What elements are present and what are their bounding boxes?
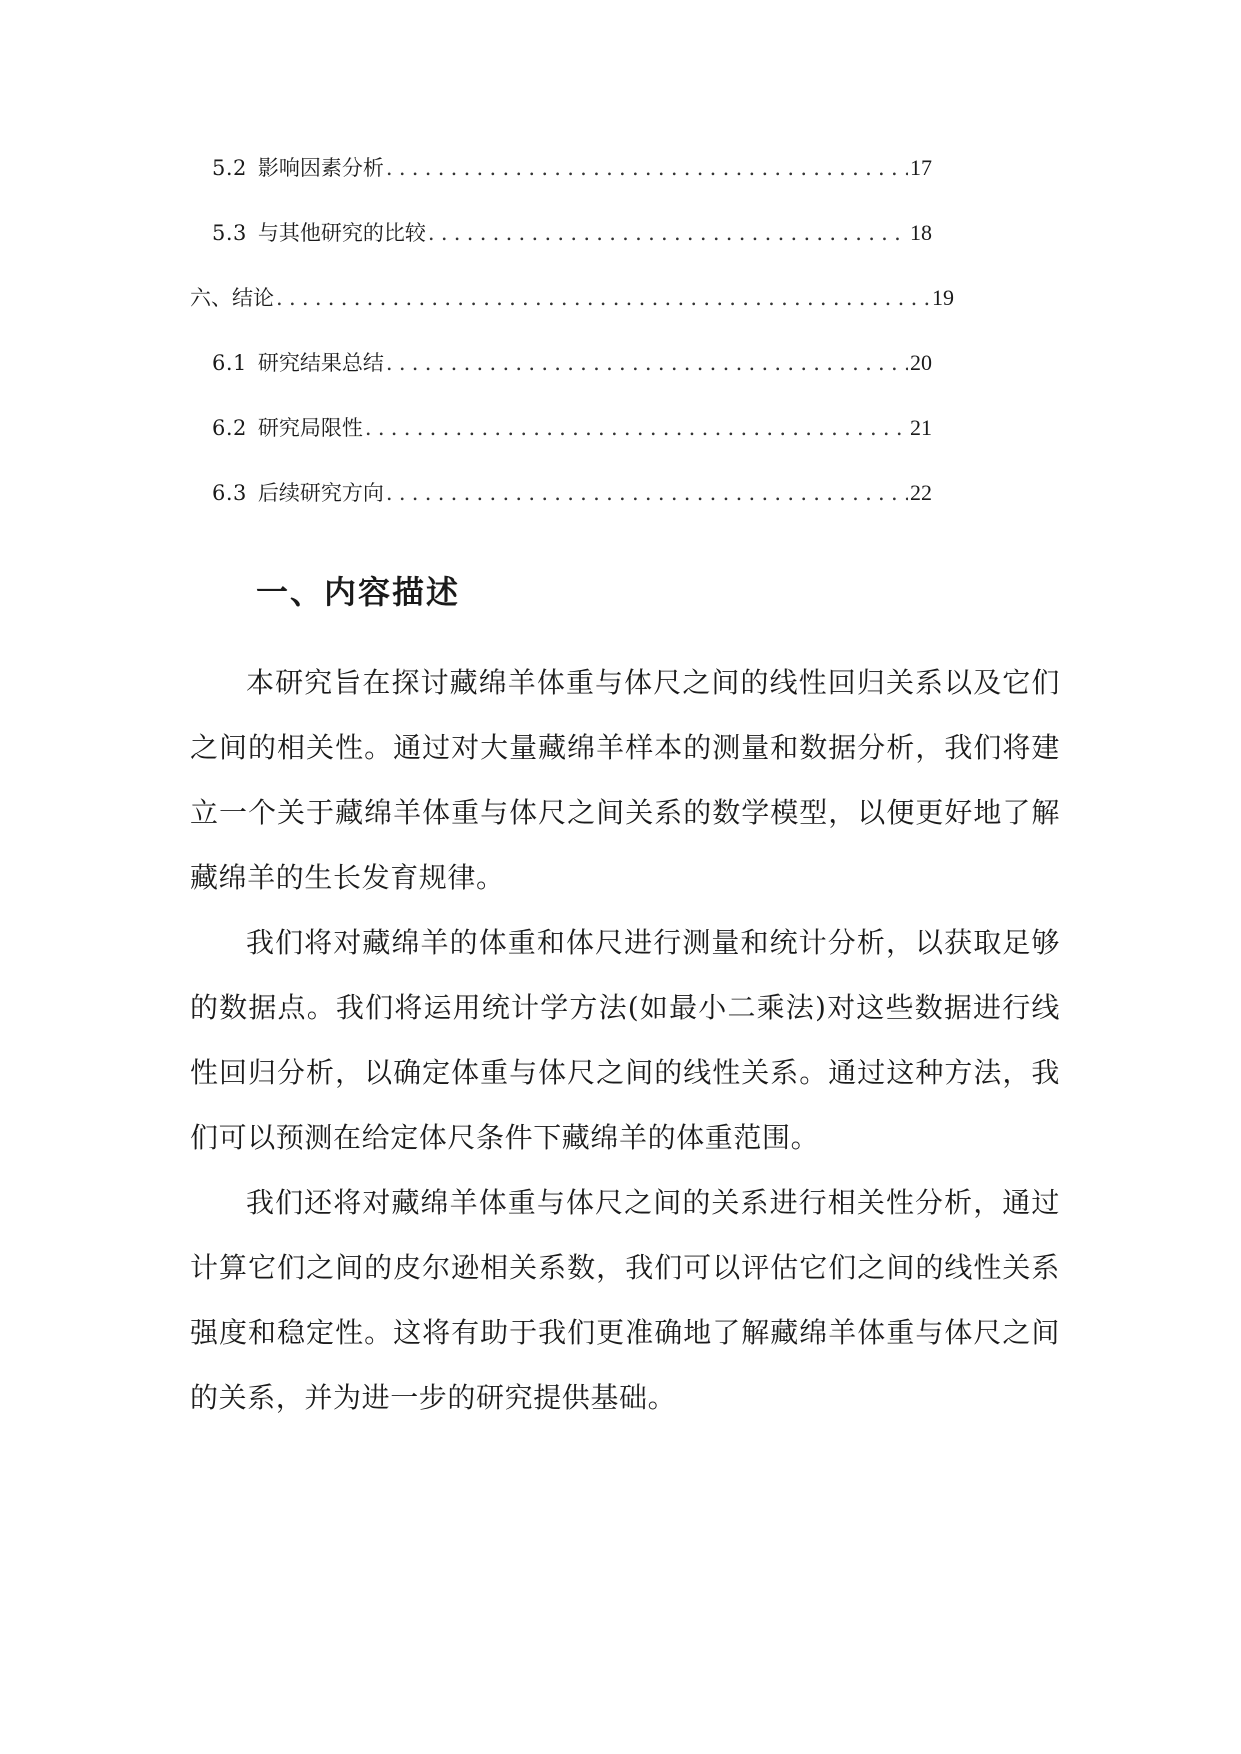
toc-entry-number: 6.1	[212, 351, 247, 375]
toc-entry-page: 20	[910, 350, 932, 375]
toc-entry-6-1[interactable]	[212, 343, 932, 383]
toc-entry-title: 研究局限性	[257, 416, 363, 440]
toc-dot-leader	[384, 473, 908, 513]
toc-dot-leader	[274, 278, 930, 318]
toc-entry-page: 21	[910, 415, 932, 440]
body-paragraph: 我们将对藏绵羊的体重和体尺进行测量和统计分析，以获取足够的数据点。我们将运用统计学方法(如最小二乘法)对这些数据进行线性回归分析，以确定体重与体尺之间的线性关系。通过这种方法，我们可以预测在给定体尺条件下藏绵羊的体重范围。	[190, 926, 1060, 1154]
toc-entry-number: 5.3	[212, 221, 247, 245]
toc-dot-leader	[363, 408, 908, 448]
section-heading: 一、内容描述	[256, 573, 461, 611]
toc-entry-title: 研究结果总结	[257, 351, 384, 375]
toc-entry-page: 19	[932, 285, 954, 310]
toc-entry-page: 17	[910, 155, 932, 180]
body-paragraph: 本研究旨在探讨藏绵羊体重与体尺之间的线性回归关系以及它们之间的相关性。通过对大量藏绵羊样本的测量和数据分析，我们将建立一个关于藏绵羊体重与体尺之间关系的数学模型，以便更好地了解藏绵羊的生长发育规律。	[190, 666, 1060, 894]
toc-entry-number: 5.2	[212, 156, 247, 180]
toc-entry-number: 6.2	[212, 416, 247, 440]
toc-dot-leader	[426, 213, 908, 253]
toc-entry-title: 六、结论	[190, 286, 274, 310]
toc-entry-6-2[interactable]	[212, 408, 932, 448]
toc-entry-title: 与其他研究的比较	[257, 221, 426, 245]
toc-dot-leader	[384, 343, 908, 383]
toc-entry-6-3[interactable]	[212, 473, 932, 513]
toc-dot-leader	[384, 148, 908, 188]
toc-entry-5-2[interactable]	[212, 148, 932, 188]
toc-entry-page: 18	[910, 220, 932, 245]
toc-entry-title: 后续研究方向	[257, 481, 384, 505]
toc-entry-page: 22	[910, 480, 932, 505]
section-body	[190, 650, 1060, 1430]
toc-entry-5-3[interactable]	[212, 213, 932, 253]
body-paragraph: 我们还将对藏绵羊体重与体尺之间的关系进行相关性分析，通过计算它们之间的皮尔逊相关系数，我们可以评估它们之间的线性关系强度和稳定性。这将有助于我们更准确地了解藏绵羊体重与体尺之间的关系，并为进一步的研究提供基础。	[190, 1186, 1060, 1414]
toc-entry-title: 影响因素分析	[257, 156, 384, 180]
toc-entry-chapter-6[interactable]	[190, 278, 954, 318]
toc-entry-number: 6.3	[212, 481, 247, 505]
